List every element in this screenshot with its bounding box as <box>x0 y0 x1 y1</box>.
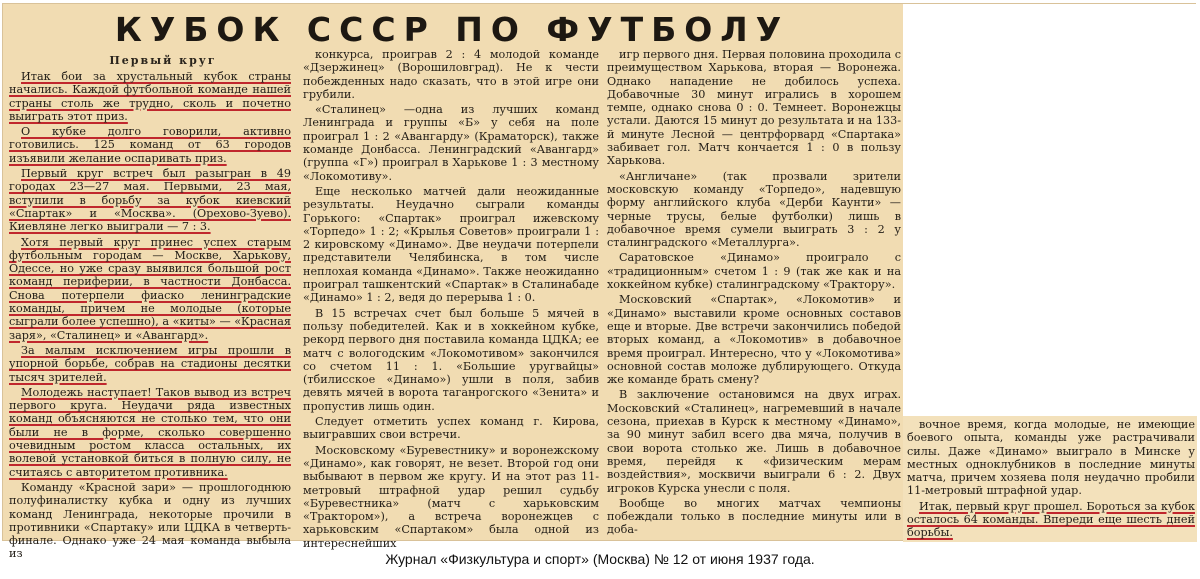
paragraph: Итак бои за хрустальный кубок страны начались. Каждой футбольной команде нашей страны столь же трудно, сколь и почетно выиграть этот приз. <box>9 70 291 123</box>
article-subhead: Первый круг <box>109 54 217 67</box>
paragraph: «Англичане» (так прозвали зрители московскую команду «Торпедо», надевшую форму английского клуба «Дерби Каунти» — черные трусы, белые футболки) лишь в добавочное время сумели выиграть 3 : 2 у сталинградского «Металлурга». <box>607 169 901 250</box>
paragraph: Молодежь наступает! Таков вывод из встреч первого круга. Неудачи ряда известных команд объясняются не столько тем, что они были не в форме, сколько совершенно очевидным ростом класса остальных, их волевой установкой биться в полную силу, не считаясь с авторитетом противника. <box>9 385 291 479</box>
paragraph: игр первого дня. Первая половина проходила с преимуществом Харькова, вторая — Воронежа. Однако нападение не добилось успеха. Добавочные 30 минут игрались в хорошем темпе, однако снова 0 : 0. Темнеет. Воронежцы устали. Даются 15 минут до результата и на 133-й минуте Лесной — центрфорвард «Спартака» забивает гол. Матч кончается 1 : 0 в пользу Харькова. <box>607 48 901 168</box>
paragraph: Первый круг встреч был разыгран в 49 городах 23—27 мая. Первыми, 23 мая, вступили в борьбу за кубок киевский «Спартак» и «Москва». (Орехово-Зуево). Киевляне легко выиграли — 7 : 3. <box>9 167 291 234</box>
paragraph: Команду «Красной зари» — прошлогоднюю полуфиналистку кубка и одну из лучших команд Ленинграда, некоторые прочили в противники «Спартаку» или ЦДКА в четверть-финале. Однако уже 24 мая команда выбыла из <box>9 480 291 561</box>
column-2 <box>303 48 599 550</box>
paragraph: Еще несколько матчей дали неожиданные результаты. Неудачно сыграли команды Горького: «Спартак» проиграл ижевскому «Торпедо» 1 : 2; «Крылья Советов» проиграли 1 : 2 кировскому «Динамо». Две неудачи потерпели представители Челябинска, в том числе неплохая команда «Динамо». Также неожиданно проиграл ташкентский «Спартак» в Сталинабаде «Динамо» 1 : 2, ведя до перерыва 1 : 0. <box>303 184 599 305</box>
paragraph: Хотя первый круг принес успех старым футбольным городам — Москве, Харькову, Одессе, но уже сразу выявился большой рост команд периферии, в частности Донбасса. Снова потерпели фиаско ленинградские команды, причем не молодые (которые сыграли более успешно), а «киты» — «Красная заря», «Сталинец» и «Авангард». <box>9 235 291 342</box>
clipping-cutout <box>903 4 1197 416</box>
paragraph: Следует отметить успех команд г. Кирова, выигравших свои встречи. <box>303 415 599 442</box>
article-headline: КУБОК СССР ПО ФУТБОЛУ <box>114 10 790 49</box>
paragraph: За малым исключением игры прошли в упорной борьбе, собрав на стадионы десятки тысяч зрителей. <box>9 343 291 384</box>
column-1 <box>9 70 291 561</box>
paragraph: вочное время, когда молодые, не имеющие боевого опыта, команды уже растрачивали силы. Даже «Динамо» выиграло в Минске у местных одноклубников в последние минуты матча, причем хозяева поля неудачно пробили 11-метровый штрафной удар. <box>907 418 1195 498</box>
paragraph: Итак, первый круг прошел. Бороться за кубок осталось 64 команды. Впереди еще шесть дней борьбы. <box>907 499 1195 540</box>
column-4 <box>907 418 1195 542</box>
paragraph: О кубке долго говорили, активно готовились. 125 команд от 63 городов изъявили желание оспаривать приз. <box>9 125 291 165</box>
column-3 <box>607 48 901 542</box>
paragraph: В заключение остановимся на двух играх. Московский «Сталинец», нагремевший в начале сезона, приехав в Курск к местному «Динамо», за 90 минут забил всего два мяча, получив в свои ворота столько же. Лишь в добавочное время, перейдя к «физическим мерам воздействия», москвичи выиграли 6 : 2. Двух игроков Курска унесли с поля. <box>607 388 901 495</box>
paragraph: В 15 встречах счет был больше 5 мячей в пользу победителей. Как и в хоккейном кубке, рекорд первого дня поставила команда ЦДКА; ее матч с вологодским «Локомотивом» закончился со счетом 11 : 1. «Большие уругвайцы» (тбилисское «Динамо») ушли в поля, забив девять мячей в ворота таганрогского «Зенита» и пропустив лишь один. <box>303 306 599 413</box>
paragraph: Саратовское «Динамо» проиграло с «традиционным» счетом 1 : 9 (так же как и на хоккейном кубке) сталинградскому «Трактору». <box>607 251 901 292</box>
paragraph: Московскому «Буревестнику» и воронежскому «Динамо», как говорят, не везет. Второй год они выбывают в первом же кругу. И на этот раз 11-метровый штрафной удар решил судьбу «Буревестника» (матч с харьковским «Трактором»), а встреча воронежцев с харьковским «Спартаком» была одной из интереснейших <box>303 443 599 550</box>
paragraph: Московский «Спартак», «Локомотив» и «Динамо» выставили кроме основных составов еще и вторые. Две встречи закончились победой вторых команд, а «Локомотив» в добавочное время проиграл. Интересно, что у «Локомотива» основной состав моложе дублирующего. Откуда же команде брать смену? <box>607 293 901 387</box>
paragraph: Вообще во многих матчах чемпионы побеждали только в последние минуты или в доба- <box>607 496 901 537</box>
paragraph: конкурса, проиграв 2 : 4 молодой команде «Дзержинец» (Ворошиловград). Не к чести побежденных надо сказать, что в этой игре они грубили. <box>303 48 599 101</box>
paragraph: «Сталинец» —одна из лучших команд Ленинграда и группы «Б» у себя на поле проиграл 1 : 2 «Авангарду» (Краматорск), также команде Донбасса. Ленинградский «Авангард» (группа «Г») проиграл в Харькове 1 : 3 местному «Локомотиву». <box>303 103 599 183</box>
source-caption: Журнал «Физкультура и спорт» (Москва) № 12 от июня 1937 года. <box>385 551 815 567</box>
